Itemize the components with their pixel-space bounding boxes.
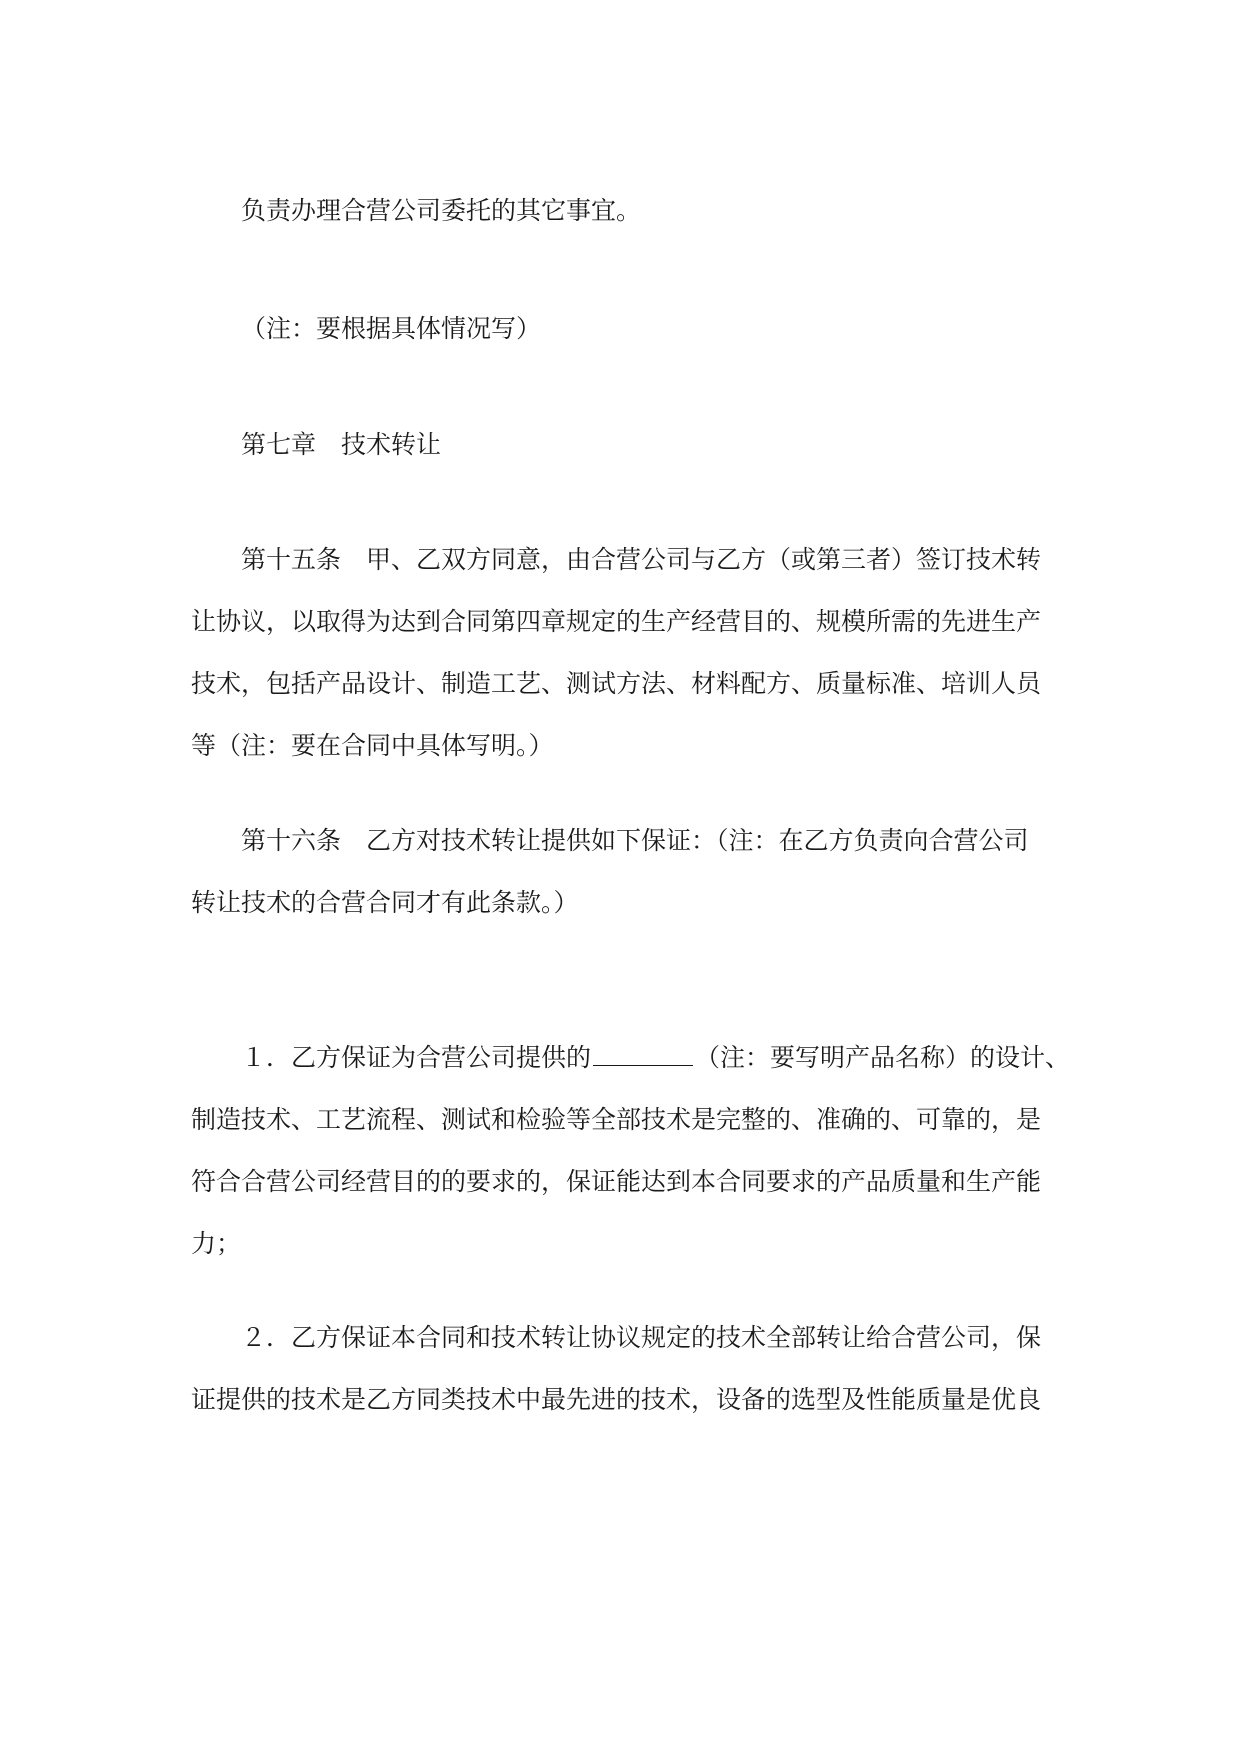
item-2	[191, 1307, 1051, 1431]
text-line: （注：要根据具体情况写）	[241, 314, 542, 343]
text-line	[191, 1027, 1071, 1089]
text-line: 证提供的技术是乙方同类技术中最先进的技术，设备的选型及性能质量是优良	[191, 1385, 1042, 1414]
text-line: 转让技术的合营合同才有此条款。）	[191, 888, 579, 917]
article-15	[191, 529, 1051, 777]
text-line: 符合合营公司经营目的的要求的，保证能达到本合同要求的产品质量和生产能	[191, 1167, 1042, 1196]
text-line: 第七章 技术转让	[241, 430, 442, 459]
text-line: 负责办理合营公司委托的其它事宜。	[241, 196, 642, 225]
item-1-text-after-blank: （注：要写明产品名称）的设计、	[695, 1043, 1071, 1072]
paragraph-note-specific	[191, 298, 1051, 360]
text-line: ２．乙方保证本合同和技术转让协议规定的技术全部转让给合营公司，保	[241, 1323, 1042, 1352]
article-16	[191, 810, 1051, 934]
chapter-heading	[191, 414, 1051, 476]
item-1	[191, 1027, 1071, 1275]
text-line: 技术，包括产品设计、制造工艺、测试方法、材料配方、质量标准、培训人员	[191, 669, 1042, 698]
text-line: 让协议，以取得为达到合同第四章规定的生产经营目的、规模所需的先进生产	[191, 607, 1042, 636]
text-line: 第十五条 甲、乙双方同意，由合营公司与乙方（或第三者）签订技术转	[241, 545, 1042, 574]
text-line: 制造技术、工艺流程、测试和检验等全部技术是完整的、准确的、可靠的，是	[191, 1105, 1042, 1134]
text-line: 第十六条 乙方对技术转让提供如下保证：（注：在乙方负责向合营公司	[241, 826, 1029, 855]
text-line: 等（注：要在合同中具体写明。）	[191, 731, 554, 760]
fill-in-blank	[593, 1041, 693, 1066]
paragraph-other-matters	[191, 180, 1051, 242]
text-line: 力；	[191, 1229, 242, 1258]
item-1-text-before-blank: １．乙方保证为合营公司提供的	[241, 1043, 592, 1072]
